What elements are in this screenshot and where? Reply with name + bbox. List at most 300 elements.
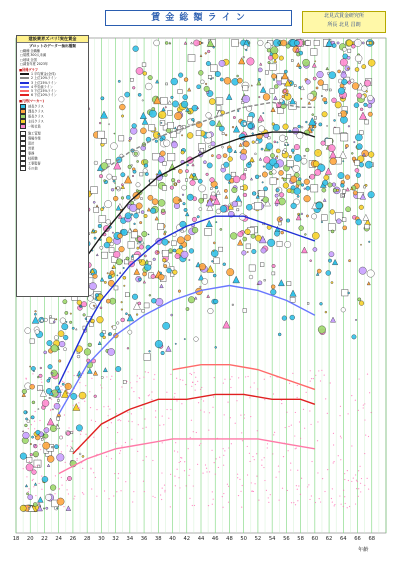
scatter-point bbox=[240, 186, 243, 189]
scatter-point-small bbox=[96, 496, 97, 497]
scatter-point-small bbox=[106, 456, 107, 457]
scatter-point bbox=[211, 142, 215, 146]
scatter-point bbox=[187, 194, 194, 201]
scatter-point bbox=[340, 133, 348, 141]
scatter-point-small bbox=[93, 472, 94, 473]
scatter-point-small bbox=[353, 477, 354, 478]
scatter-point bbox=[63, 348, 66, 351]
scatter-point-small bbox=[347, 413, 348, 414]
scatter-point bbox=[249, 275, 253, 279]
scatter-point-small bbox=[214, 377, 215, 378]
x-tick-label: 28 bbox=[83, 536, 91, 542]
scatter-point bbox=[129, 137, 132, 140]
scatter-point-small bbox=[120, 490, 121, 491]
scatter-point bbox=[352, 335, 356, 339]
scatter-point bbox=[237, 75, 239, 77]
chart-title: 賃 金 総 額 ラ イ ン bbox=[105, 10, 292, 26]
scatter-point bbox=[33, 451, 39, 457]
scatter-point bbox=[93, 305, 95, 307]
scatter-point-small bbox=[162, 488, 163, 489]
scatter-point bbox=[143, 71, 147, 75]
legend-job-label: 営業 bbox=[28, 146, 35, 151]
scatter-point bbox=[199, 151, 201, 153]
x-tick-label: 22 bbox=[41, 536, 48, 542]
scatter-point-small bbox=[30, 418, 31, 419]
scatter-point bbox=[192, 227, 198, 233]
scatter-point-small bbox=[26, 506, 27, 507]
scatter-point bbox=[116, 322, 119, 325]
scatter-point-small bbox=[26, 378, 27, 379]
scatter-point bbox=[310, 260, 312, 262]
scatter-point-small bbox=[321, 370, 322, 371]
scatter-point bbox=[278, 333, 281, 336]
scatter-point-small bbox=[230, 379, 231, 380]
legend-panel bbox=[16, 35, 89, 297]
scatter-point bbox=[368, 191, 375, 198]
scatter-point bbox=[34, 313, 36, 315]
scatter-point bbox=[364, 80, 370, 86]
scatter-point-small bbox=[268, 502, 269, 503]
scatter-point bbox=[334, 128, 340, 134]
scatter-point bbox=[139, 260, 142, 263]
scatter-point-small bbox=[347, 470, 348, 471]
scatter-point bbox=[248, 162, 251, 165]
scatter-point-small bbox=[245, 376, 246, 377]
scatter-point-small bbox=[296, 485, 297, 486]
x-tick-label: 48 bbox=[226, 536, 233, 542]
scatter-point bbox=[237, 78, 242, 83]
scatter-point-small bbox=[240, 414, 241, 415]
scatter-point bbox=[155, 340, 163, 348]
scatter-point bbox=[243, 122, 246, 125]
scatter-point bbox=[161, 97, 168, 104]
scatter-point-small bbox=[249, 461, 250, 462]
scatter-point bbox=[167, 111, 172, 116]
scatter-point-small bbox=[268, 497, 269, 498]
scatter-point bbox=[198, 185, 205, 192]
legend-line-list bbox=[17, 72, 88, 97]
scatter-point bbox=[97, 316, 104, 323]
scatter-point-small bbox=[186, 485, 187, 486]
scatter-point bbox=[224, 162, 229, 167]
scatter-point-small bbox=[193, 431, 194, 432]
scatter-point bbox=[276, 149, 280, 153]
scatter-point bbox=[273, 124, 280, 131]
scatter-point bbox=[183, 95, 188, 100]
scatter-point bbox=[58, 360, 61, 363]
scatter-point-small bbox=[144, 491, 145, 492]
scatter-point bbox=[245, 229, 251, 235]
scatter-point-small bbox=[267, 447, 268, 448]
x-tick-label: 46 bbox=[211, 536, 219, 542]
scatter-point bbox=[360, 244, 361, 245]
scatter-point bbox=[209, 99, 215, 105]
scatter-point bbox=[254, 153, 256, 155]
scatter-point bbox=[252, 133, 254, 135]
scatter-point bbox=[185, 170, 188, 173]
scatter-point bbox=[177, 180, 180, 183]
scatter-point bbox=[278, 42, 281, 45]
scatter-point bbox=[367, 270, 374, 277]
scatter-point bbox=[215, 186, 218, 189]
scatter-point-small bbox=[79, 407, 80, 408]
scatter-point-small bbox=[291, 502, 292, 503]
scatter-point bbox=[366, 90, 368, 92]
scatter-point bbox=[165, 106, 167, 108]
scatter-point bbox=[368, 95, 374, 101]
scatter-point bbox=[296, 180, 301, 185]
scatter-point-small bbox=[82, 397, 83, 398]
scatter-point-small bbox=[116, 413, 117, 414]
scatter-point bbox=[139, 245, 143, 249]
scatter-point bbox=[202, 42, 203, 43]
scatter-point-small bbox=[242, 440, 243, 441]
scatter-point-small bbox=[359, 378, 360, 379]
scatter-point-small bbox=[213, 396, 214, 397]
scatter-point bbox=[203, 195, 207, 199]
scatter-point-small bbox=[223, 382, 224, 383]
scatter-point bbox=[301, 126, 303, 128]
scatter-point-small bbox=[160, 494, 161, 495]
scatter-point bbox=[351, 44, 355, 48]
legend-marker-item bbox=[17, 124, 88, 129]
scatter-point-small bbox=[144, 418, 145, 419]
legend-line-label: 2 上位10%ライン bbox=[31, 76, 57, 81]
scatter-point-small bbox=[62, 381, 63, 382]
scatter-point-small bbox=[295, 504, 296, 505]
scatter-point-small bbox=[264, 399, 265, 400]
scatter-point bbox=[54, 336, 58, 340]
scatter-point-small bbox=[267, 443, 268, 444]
scatter-point bbox=[233, 176, 240, 183]
x-tick-label: 54 bbox=[268, 536, 276, 542]
scatter-point bbox=[62, 383, 64, 385]
scatter-point bbox=[34, 444, 36, 446]
scatter-point-small bbox=[39, 444, 40, 445]
scatter-point bbox=[291, 60, 293, 62]
scatter-point bbox=[184, 78, 188, 82]
scatter-point bbox=[345, 175, 350, 180]
scatter-point-small bbox=[68, 371, 69, 372]
scatter-point bbox=[121, 309, 123, 311]
scatter-point-small bbox=[132, 421, 133, 422]
scatter-point bbox=[133, 46, 139, 52]
scatter-point bbox=[281, 231, 284, 234]
scatter-point-small bbox=[74, 496, 75, 497]
scatter-point bbox=[57, 454, 65, 462]
scatter-point-small bbox=[230, 417, 231, 418]
scatter-point bbox=[113, 196, 118, 201]
scatter-point-small bbox=[154, 497, 155, 498]
legend-job-label: 現場作業 bbox=[28, 136, 41, 141]
scatter-point bbox=[99, 216, 106, 223]
scatter-point bbox=[114, 286, 118, 290]
scatter-point-small bbox=[327, 469, 328, 470]
legend-line-swatch bbox=[20, 94, 29, 96]
scatter-point-small bbox=[340, 436, 341, 437]
scatter-point-small bbox=[54, 403, 55, 404]
scatter-point bbox=[145, 83, 152, 90]
scatter-point bbox=[273, 79, 275, 81]
scatter-point-small bbox=[66, 390, 67, 391]
scatter-point bbox=[304, 179, 310, 185]
scatter-point bbox=[134, 152, 138, 156]
scatter-point bbox=[335, 102, 341, 108]
scatter-point bbox=[128, 330, 132, 334]
scatter-point bbox=[33, 502, 37, 506]
legend-subtitle: プロットのデータ一抽出種類 bbox=[29, 44, 76, 48]
scatter-point bbox=[359, 267, 366, 274]
scatter-point bbox=[98, 131, 105, 138]
scatter-point-small bbox=[174, 396, 175, 397]
scatter-point-small bbox=[331, 498, 332, 499]
scatter-point-small bbox=[146, 427, 147, 428]
scatter-point-small bbox=[223, 465, 224, 466]
scatter-point bbox=[150, 208, 156, 214]
scatter-point-small bbox=[333, 433, 334, 434]
scatter-point bbox=[292, 128, 298, 134]
legend-marker-label: 課長クラス bbox=[28, 109, 44, 114]
scatter-point bbox=[311, 185, 318, 192]
scatter-point-small bbox=[341, 504, 342, 505]
scatter-point bbox=[24, 424, 27, 427]
scatter-point-small bbox=[120, 420, 121, 421]
scatter-point-small bbox=[309, 410, 310, 411]
scatter-point-small bbox=[261, 459, 262, 460]
scatter-point-small bbox=[61, 477, 62, 478]
scatter-point bbox=[40, 367, 42, 369]
scatter-point bbox=[137, 237, 142, 242]
scatter-point bbox=[185, 235, 191, 241]
scatter-point bbox=[306, 215, 308, 217]
scatter-point bbox=[31, 436, 33, 438]
scatter-point bbox=[247, 251, 248, 252]
scatter-point-small bbox=[324, 375, 325, 376]
scatter-point bbox=[332, 183, 336, 187]
scatter-point-small bbox=[292, 373, 293, 374]
scatter-point bbox=[223, 154, 227, 158]
scatter-point bbox=[91, 319, 95, 323]
x-tick-label: 42 bbox=[183, 536, 191, 542]
scatter-point-small bbox=[145, 371, 146, 372]
scatter-point-small bbox=[126, 381, 127, 382]
scatter-point bbox=[142, 63, 146, 67]
scatter-point bbox=[304, 233, 306, 235]
scatter-point bbox=[274, 85, 278, 89]
scatter-point-small bbox=[199, 445, 200, 446]
scatter-point-small bbox=[182, 380, 183, 381]
scatter-point bbox=[347, 68, 349, 70]
scatter-point bbox=[109, 248, 114, 253]
scatter-point bbox=[164, 233, 166, 235]
scatter-point bbox=[47, 340, 52, 345]
scatter-point-small bbox=[61, 436, 62, 437]
scatter-point bbox=[178, 290, 181, 293]
scatter-point-small bbox=[119, 398, 120, 399]
scatter-point bbox=[354, 141, 355, 142]
scatter-point-small bbox=[247, 446, 248, 447]
scatter-point bbox=[91, 187, 98, 194]
scatter-point bbox=[263, 187, 267, 191]
scatter-point bbox=[99, 174, 103, 178]
scatter-point-small bbox=[256, 453, 257, 454]
scatter-point bbox=[44, 351, 47, 354]
scatter-point bbox=[245, 169, 247, 171]
scatter-point-small bbox=[58, 499, 59, 500]
scatter-point bbox=[259, 191, 265, 197]
scatter-point bbox=[264, 279, 266, 281]
x-tick-label: 56 bbox=[283, 536, 290, 542]
scatter-point bbox=[20, 453, 27, 460]
scatter-point bbox=[20, 505, 26, 511]
scatter-point bbox=[287, 144, 289, 146]
scatter-point bbox=[291, 186, 295, 190]
scatter-point bbox=[328, 145, 335, 152]
scatter-point bbox=[103, 336, 106, 339]
scatter-point-small bbox=[231, 443, 232, 444]
scatter-point-small bbox=[68, 392, 69, 393]
scatter-point-small bbox=[142, 428, 143, 429]
scatter-point-small bbox=[180, 379, 181, 380]
scatter-point bbox=[126, 195, 130, 199]
scatter-point-small bbox=[198, 402, 199, 403]
legend-marker-label: 係長クラス bbox=[28, 114, 44, 119]
scatter-point-small bbox=[32, 480, 33, 481]
scatter-point bbox=[144, 214, 147, 217]
scatter-point bbox=[187, 132, 193, 138]
scatter-point bbox=[322, 112, 327, 117]
scatter-point-small bbox=[148, 395, 149, 396]
scatter-point-small bbox=[77, 458, 78, 459]
scatter-point-small bbox=[131, 413, 132, 414]
scatter-point bbox=[321, 221, 323, 223]
scatter-point bbox=[210, 120, 216, 126]
scatter-point bbox=[149, 110, 156, 117]
scatter-point bbox=[177, 237, 184, 244]
scatter-point bbox=[172, 101, 178, 107]
scatter-point-small bbox=[107, 427, 108, 428]
scatter-point bbox=[101, 376, 103, 378]
legend-marker-label: 一般社員 bbox=[28, 124, 41, 129]
scatter-point-small bbox=[170, 409, 171, 410]
scatter-point bbox=[35, 330, 40, 335]
scatter-point-small bbox=[340, 406, 341, 407]
scatter-point-small bbox=[117, 420, 118, 421]
scatter-point-small bbox=[332, 501, 333, 502]
scatter-point bbox=[341, 79, 347, 85]
scatter-point bbox=[207, 163, 212, 168]
scatter-point bbox=[103, 207, 105, 209]
scatter-point-small bbox=[264, 480, 265, 481]
scatter-point bbox=[77, 300, 82, 305]
scatter-point bbox=[228, 157, 233, 162]
scatter-point-small bbox=[356, 488, 357, 489]
legend-line-swatch bbox=[20, 73, 29, 75]
scatter-point-small bbox=[320, 501, 321, 502]
scatter-point bbox=[263, 166, 265, 168]
scatter-point-small bbox=[155, 410, 156, 411]
scatter-point bbox=[118, 80, 120, 82]
scatter-point bbox=[343, 226, 347, 230]
scatter-point-small bbox=[228, 486, 229, 487]
scatter-point bbox=[36, 430, 41, 435]
scatter-point-small bbox=[363, 407, 364, 408]
scatter-point-small bbox=[355, 474, 356, 475]
scatter-point bbox=[272, 170, 276, 174]
scatter-point-small bbox=[317, 421, 318, 422]
scatter-point-small bbox=[254, 382, 255, 383]
scatter-point bbox=[287, 160, 293, 166]
scatter-point-small bbox=[23, 468, 24, 469]
scatter-point bbox=[60, 318, 66, 324]
scatter-point-small bbox=[161, 472, 162, 473]
scatter-point bbox=[59, 341, 65, 347]
scatter-point-small bbox=[56, 392, 57, 393]
scatter-point-small bbox=[185, 384, 186, 385]
scatter-point bbox=[355, 168, 359, 172]
scatter-point bbox=[113, 176, 117, 180]
scatter-point bbox=[199, 198, 204, 203]
scatter-point bbox=[41, 438, 43, 440]
scatter-point-small bbox=[188, 475, 189, 476]
scatter-point-small bbox=[200, 409, 201, 410]
scatter-point bbox=[121, 115, 123, 117]
scatter-point bbox=[325, 311, 327, 313]
scatter-point-small bbox=[68, 427, 69, 428]
scatter-point bbox=[287, 189, 291, 193]
scatter-point-small bbox=[322, 478, 323, 479]
scatter-point bbox=[332, 43, 336, 47]
scatter-point-small bbox=[118, 473, 119, 474]
scatter-point-small bbox=[174, 450, 175, 451]
legend-info-item: □規模 300人未満 bbox=[20, 53, 47, 58]
legend-line-label: 6 下位10%ライン bbox=[31, 93, 57, 98]
scatter-point-small bbox=[298, 485, 299, 486]
scatter-point bbox=[357, 144, 363, 150]
scatter-point bbox=[101, 139, 106, 144]
scatter-point bbox=[192, 217, 197, 222]
scatter-point bbox=[206, 173, 209, 176]
scatter-point bbox=[243, 309, 247, 313]
scatter-point-small bbox=[82, 492, 83, 493]
scatter-point-small bbox=[174, 393, 175, 394]
scatter-point bbox=[100, 246, 103, 249]
scatter-point bbox=[193, 40, 199, 46]
scatter-point-small bbox=[254, 483, 255, 484]
scatter-point bbox=[321, 141, 325, 145]
scatter-point bbox=[173, 270, 178, 275]
scatter-point-small bbox=[51, 399, 52, 400]
scatter-point bbox=[190, 180, 196, 186]
scatter-point-small bbox=[367, 478, 368, 479]
scatter-point bbox=[181, 251, 188, 258]
scatter-point-small bbox=[153, 379, 154, 380]
scatter-point-small bbox=[142, 460, 143, 461]
scatter-point bbox=[276, 188, 279, 191]
scatter-point-small bbox=[364, 419, 365, 420]
scatter-point bbox=[209, 145, 211, 147]
scatter-point bbox=[274, 163, 279, 168]
scatter-point-small bbox=[50, 423, 51, 424]
scatter-point-small bbox=[344, 496, 345, 497]
x-tick-label: 58 bbox=[297, 536, 304, 542]
scatter-point bbox=[46, 507, 48, 509]
scatter-point bbox=[275, 203, 278, 206]
scatter-point bbox=[294, 85, 296, 87]
scatter-point bbox=[104, 242, 110, 248]
x-tick-label: 36 bbox=[140, 536, 148, 542]
scatter-point-small bbox=[143, 377, 144, 378]
